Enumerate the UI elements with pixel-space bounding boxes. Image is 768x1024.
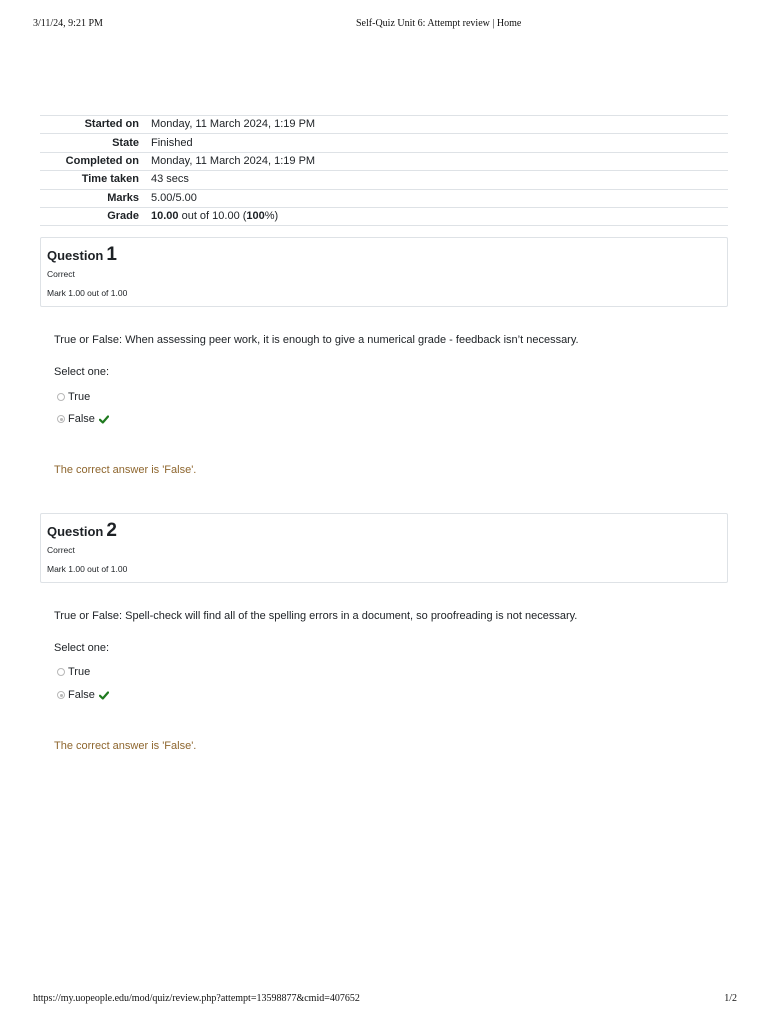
summary-label: Started on (40, 116, 145, 134)
radio-button[interactable] (57, 668, 65, 676)
summary-row-state (40, 134, 728, 152)
grade-percent: 100 (246, 210, 265, 223)
summary-value: Monday, 11 March 2024, 1:19 PM (145, 152, 728, 170)
summary-value: Finished (145, 134, 728, 152)
grade-end: %) (264, 210, 279, 223)
summary-label: Grade (40, 207, 145, 225)
question-title (47, 520, 117, 542)
question-number: 2 (106, 520, 117, 541)
radio-button-selected[interactable] (57, 415, 65, 423)
answer-option-label: False (68, 413, 95, 425)
summary-row-grade (40, 207, 728, 225)
check-icon (99, 415, 109, 424)
attempt-summary-table (40, 115, 728, 226)
question-number: 1 (106, 244, 117, 265)
summary-value: Monday, 11 March 2024, 1:19 PM (145, 116, 728, 134)
radio-button-selected[interactable] (57, 691, 65, 699)
correct-answer-feedback: The correct answer is 'False'. (54, 464, 197, 476)
question-grade: Mark 1.00 out of 1.00 (47, 288, 128, 298)
grade-mid: out of 10.00 ( (178, 210, 247, 223)
summary-row-completed-on (40, 152, 728, 170)
radio-button[interactable] (57, 393, 65, 401)
answer-option-false[interactable] (57, 412, 109, 426)
summary-label: Marks (40, 189, 145, 207)
summary-value: 43 secs (145, 171, 728, 189)
question-text: True or False: Spell-check will find all of the spelling errors in a document, so proofreading is not necessary. (54, 610, 578, 622)
answer-option-label: True (68, 391, 91, 403)
summary-value (145, 207, 728, 225)
answer-option-false[interactable] (57, 688, 109, 702)
correct-answer-feedback: The correct answer is 'False'. (54, 740, 197, 752)
question-title (47, 244, 117, 266)
print-page-number: 1/2 (724, 993, 737, 1004)
select-one-prompt: Select one: (54, 366, 110, 378)
summary-row-started-on (40, 116, 728, 134)
summary-row-marks (40, 189, 728, 207)
question-state: Correct (47, 545, 75, 555)
question-label: Question (47, 248, 104, 263)
print-header (0, 18, 768, 32)
select-one-prompt: Select one: (54, 642, 110, 654)
grade-score: 10.00 (151, 210, 179, 223)
answer-option-true[interactable] (57, 665, 90, 679)
answer-option-label: False (68, 689, 95, 701)
print-footer (0, 993, 768, 1007)
answer-option-label: True (68, 666, 91, 678)
summary-row-time-taken (40, 171, 728, 189)
print-url: https://my.uopeople.edu/mod/quiz/review.php?attempt=13598877&cmid=407652 (33, 993, 360, 1004)
summary-label: Completed on (40, 152, 145, 170)
summary-label: State (40, 134, 145, 152)
question-label: Question (47, 524, 104, 539)
check-icon (99, 691, 109, 700)
question-grade: Mark 1.00 out of 1.00 (47, 564, 128, 574)
print-page-title: Self-Quiz Unit 6: Attempt review | Home (356, 18, 522, 29)
question-info-box (40, 513, 728, 583)
question-info-box (40, 237, 728, 307)
summary-value: 5.00/5.00 (145, 189, 728, 207)
question-text: True or False: When assessing peer work, it is enough to give a numerical grade - feedback isn’t necessary. (54, 334, 579, 346)
answer-option-true[interactable] (57, 390, 90, 404)
print-datetime: 3/11/24, 9:21 PM (33, 18, 103, 29)
summary-label: Time taken (40, 171, 145, 189)
question-state: Correct (47, 269, 75, 279)
